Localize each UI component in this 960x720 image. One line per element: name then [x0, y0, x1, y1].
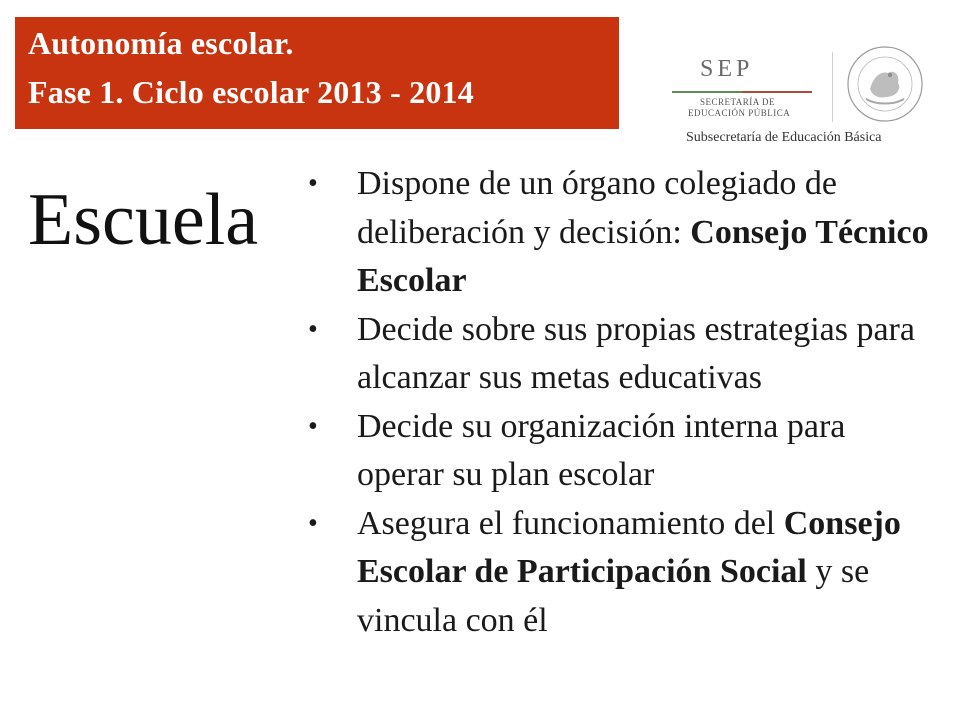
logo-rule-green — [672, 91, 742, 93]
bullet-text-bold: Consejo Técnico Escolar — [357, 213, 929, 299]
bullet-text: Decide su organización interna para operar su plan escolar — [357, 407, 846, 493]
sep-logo — [660, 40, 950, 155]
logo-rule-red — [742, 91, 812, 93]
subsecretaria-label: Subsecretaría de Educación Básica — [686, 130, 882, 145]
bullet-list — [300, 160, 940, 645]
bullet-text: Decide sobre sus propias estrategias para alcanzar sus metas educativas — [357, 310, 915, 396]
bullet-text: y se vincula con él — [357, 553, 870, 639]
mexican-coat-of-arms-seal-icon — [846, 45, 924, 123]
page-heading: Escuela — [28, 179, 259, 261]
bullet-dot-icon: • — [308, 168, 318, 199]
title-line-2: Fase 1. Ciclo escolar 2013 - 2014 — [28, 74, 474, 110]
bullet-item — [300, 160, 940, 306]
sep-subtitle-1: SECRETARÍA DE — [700, 97, 776, 107]
bullet-text-bold: Consejo Escolar de Participación Social — [357, 504, 901, 590]
bullet-dot-icon: • — [308, 410, 318, 442]
bullet-text: Asegura el funcionamiento del — [357, 504, 784, 542]
logo-divider — [832, 52, 833, 122]
bullet-item — [300, 306, 940, 403]
bullet-dot-icon: • — [308, 507, 318, 539]
bullet-item — [300, 403, 940, 500]
title-line-1: Autonomía escolar. — [28, 25, 294, 61]
bullet-dot-icon: • — [308, 313, 318, 345]
sep-subtitle-2: EDUCACIÓN PÚBLICA — [688, 108, 791, 118]
bullet-item — [300, 500, 940, 646]
sep-acronym: SEP — [700, 56, 754, 82]
title-banner — [15, 17, 619, 129]
bullet-text: Dispone de un órgano colegiado de deliberación y decisión: — [357, 165, 837, 251]
